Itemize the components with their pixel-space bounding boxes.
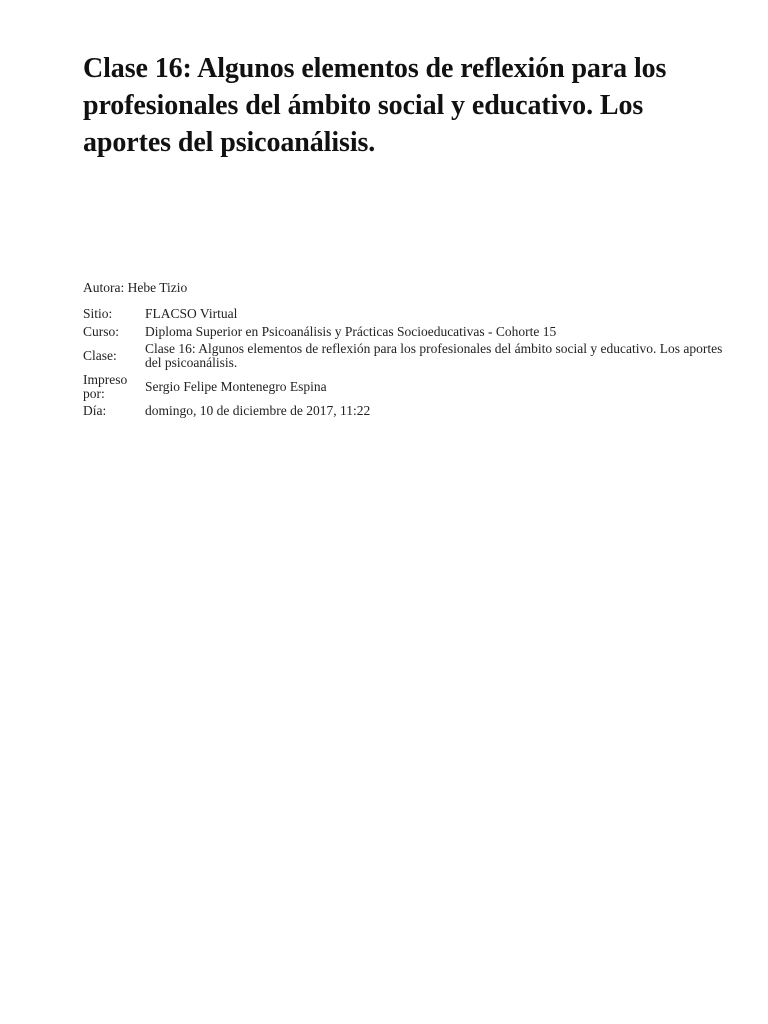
metadata-value: Diploma Superior en Psicoanálisis y Prácticas Socioeducativas - Cohorte 15 (145, 323, 557, 339)
metadata-value: domingo, 10 de diciembre de 2017, 11:22 (145, 403, 371, 418)
metadata-value: Sergio Felipe Montenegro Espina (145, 378, 327, 394)
metadata-row-course (83, 323, 733, 341)
metadata-row-class (83, 340, 733, 371)
metadata-row-date (83, 402, 733, 420)
metadata-value: FLACSO Virtual (145, 306, 238, 321)
metadata-row-printed-by (83, 371, 733, 402)
metadata-label: Clase: (83, 347, 117, 363)
metadata-label: Impreso por: (83, 372, 128, 401)
metadata-row-site (83, 305, 733, 323)
document-title: Clase 16: Algunos elementos de reflexión para los profesionales del ámbito social y educativo. Los aportes del psicoanálisis. (83, 53, 667, 158)
metadata-label: Curso: (83, 323, 120, 339)
metadata-label: Sitio: (83, 306, 113, 321)
metadata-label: Día: (83, 403, 107, 418)
print-metadata-table (83, 305, 733, 420)
author-line: Autora: Hebe Tizio (83, 280, 188, 295)
metadata-value: Clase 16: Algunos elementos de reflexión para los profesionales del ámbito social y educativo. Los aportes del psicoanálisis. (145, 341, 723, 370)
